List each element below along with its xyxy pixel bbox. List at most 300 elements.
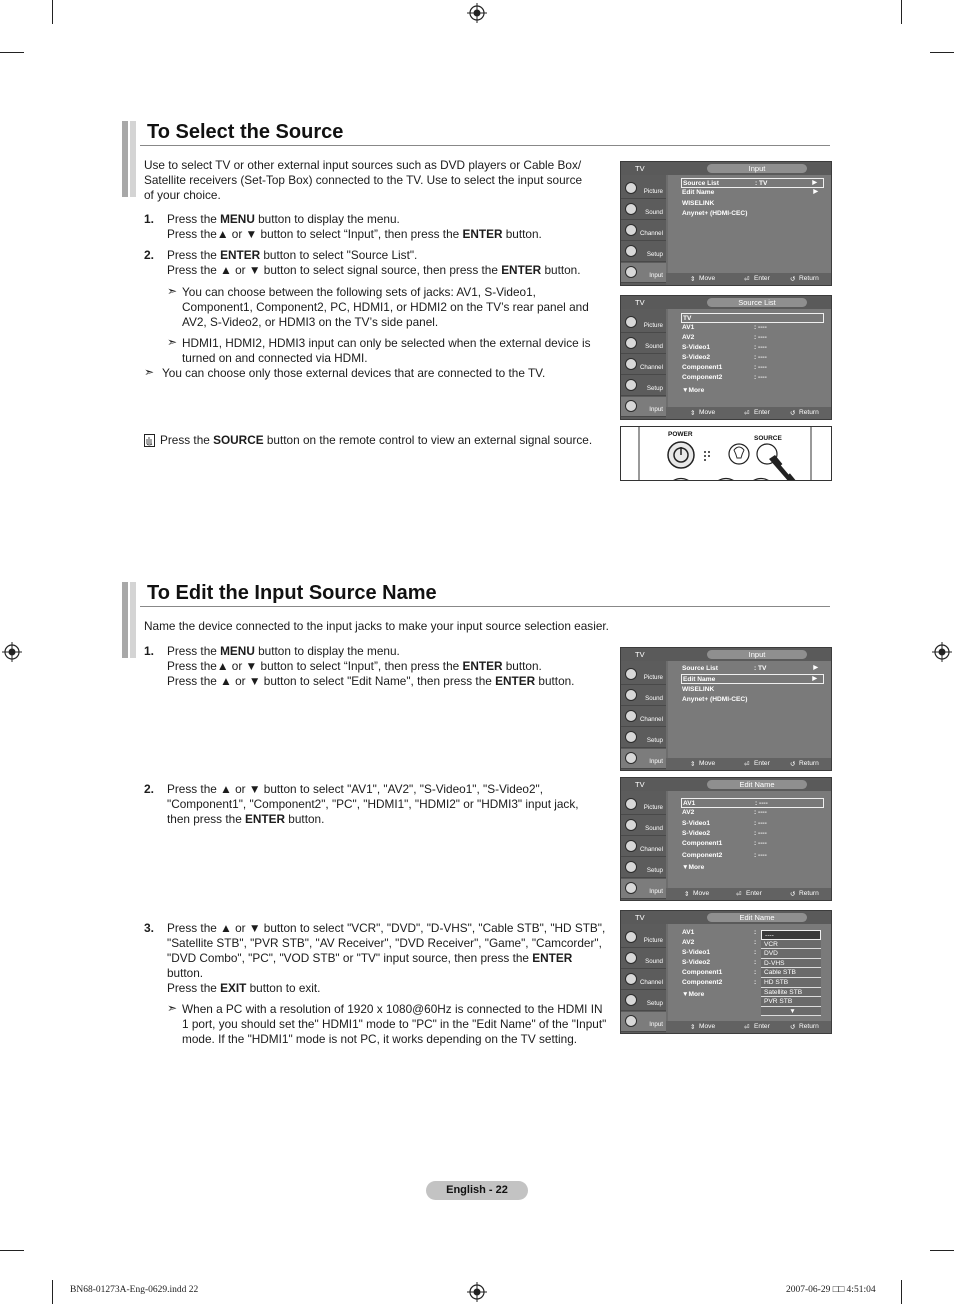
note-arrow-icon: ➣ bbox=[144, 365, 155, 379]
osd-row[interactable] bbox=[681, 819, 821, 829]
osd-footer-enter: Enter bbox=[754, 760, 770, 767]
dropdown-option[interactable]: Satellite STB bbox=[761, 988, 821, 998]
osd-tv-label: TV bbox=[635, 650, 645, 659]
sound-icon bbox=[625, 689, 637, 701]
heading-bar bbox=[130, 582, 136, 658]
osd-sidebar bbox=[621, 791, 666, 900]
keyword: MENU bbox=[220, 212, 255, 226]
section-title: To Select the Source bbox=[147, 121, 344, 143]
osd-row[interactable] bbox=[681, 664, 824, 674]
osd-cat-label: Picture bbox=[643, 937, 663, 944]
osd-cat-label: Picture bbox=[643, 804, 663, 811]
crop-mark bbox=[930, 1250, 954, 1251]
osd-footer-return: Return bbox=[799, 409, 819, 416]
osd-row-key: AV1 bbox=[682, 929, 695, 936]
osd-cat-label: Input bbox=[649, 758, 663, 765]
dropdown-option[interactable]: D-VHS bbox=[761, 959, 821, 969]
dropdown-option[interactable]: DVD bbox=[761, 949, 821, 959]
registration-mark-icon bbox=[2, 642, 22, 662]
osd-cat-label: Channel bbox=[639, 716, 663, 723]
text: Press the ▲ or ▼ button to select "Edit Name", then press the bbox=[167, 674, 496, 688]
sound-icon bbox=[625, 819, 637, 831]
crop-mark bbox=[0, 1250, 24, 1251]
osd-cat-sound[interactable] bbox=[621, 816, 666, 836]
osd-row-key: AV2 bbox=[682, 809, 695, 816]
text: button. bbox=[167, 966, 204, 980]
osd-footer bbox=[666, 1021, 831, 1033]
osd-footer-move: Move bbox=[699, 1023, 716, 1030]
enter-icon: ⏎ bbox=[744, 761, 750, 768]
osd-cat-label: Setup bbox=[646, 1000, 663, 1007]
osd-cat-channel[interactable] bbox=[621, 707, 666, 727]
osd-row-value: : bbox=[754, 979, 757, 986]
text: Press the▲ or ▼ button to select “Input”, then press the bbox=[167, 659, 463, 673]
text: button. bbox=[541, 263, 581, 277]
osd-content bbox=[668, 309, 831, 407]
section-intro: Use to select TV or other external input sources such as DVD players or Cable Box/ Satellite receivers (Set-Top Box) connected to the TV. Use to select the input source of your choice. bbox=[144, 158, 583, 202]
osd-row-key: Component2 bbox=[682, 852, 723, 859]
picture-icon bbox=[625, 316, 637, 328]
dropdown-option[interactable]: HD STB bbox=[761, 978, 821, 988]
crop-mark bbox=[901, 1280, 902, 1304]
osd-source-list bbox=[620, 295, 832, 420]
remote-hand-icon bbox=[144, 434, 155, 447]
registration-mark-icon bbox=[467, 3, 487, 23]
osd-row-key: Anynet+ (HDMI-CEC) bbox=[682, 696, 748, 703]
osd-cat-picture[interactable] bbox=[621, 928, 666, 948]
osd-cat-sound[interactable] bbox=[621, 949, 666, 969]
osd-footer-move: Move bbox=[699, 275, 716, 282]
osd-row-value: : ---- bbox=[754, 830, 767, 837]
osd-row[interactable] bbox=[681, 373, 821, 383]
return-icon: ↺ bbox=[790, 410, 796, 417]
input-icon bbox=[625, 882, 637, 894]
osd-row[interactable] bbox=[681, 685, 821, 695]
osd-row-key: S-Video2 bbox=[682, 354, 711, 361]
channel-icon bbox=[625, 973, 637, 985]
return-icon: ↺ bbox=[790, 891, 796, 898]
osd-cat-channel[interactable] bbox=[621, 837, 666, 857]
osd-row-key: WISELINK bbox=[682, 686, 715, 693]
osd-row-key: S-Video1 bbox=[682, 820, 711, 827]
keyword: ENTER bbox=[245, 812, 286, 826]
picture-icon bbox=[625, 182, 637, 194]
setup-icon bbox=[625, 994, 637, 1006]
return-icon: ↺ bbox=[790, 761, 796, 768]
osd-cat-setup[interactable] bbox=[621, 858, 666, 878]
osd-row-key: Component2 bbox=[682, 979, 723, 986]
osd-row-value: : bbox=[754, 949, 757, 956]
osd-cat-label: Input bbox=[649, 1021, 663, 1028]
keyword: SOURCE bbox=[213, 433, 264, 447]
text: button to exit. bbox=[246, 981, 321, 995]
arrow-right-icon: ▶ bbox=[813, 189, 818, 195]
osd-row[interactable] bbox=[681, 323, 821, 333]
osd-cat-label: Channel bbox=[639, 846, 663, 853]
osd-cat-sound[interactable] bbox=[621, 334, 666, 354]
picture-icon bbox=[625, 798, 637, 810]
osd-row[interactable] bbox=[681, 674, 824, 684]
osd-footer-return: Return bbox=[799, 890, 819, 897]
osd-more[interactable] bbox=[681, 386, 821, 396]
page-number: English - 22 bbox=[426, 1181, 528, 1200]
osd-input-menu bbox=[620, 161, 832, 286]
step-number: 3. bbox=[144, 921, 155, 935]
osd-row-value: : TV bbox=[754, 665, 767, 672]
keyword: ENTER bbox=[495, 674, 536, 688]
text: button. bbox=[502, 227, 542, 241]
osd-tv-label: TV bbox=[635, 298, 645, 307]
keyword: ENTER bbox=[462, 659, 503, 673]
dropdown-scroll-down-icon[interactable]: ▼ bbox=[761, 1007, 821, 1017]
osd-cat-label: Picture bbox=[643, 188, 663, 195]
osd-cat-input[interactable] bbox=[621, 397, 666, 417]
name-options-dropdown[interactable] bbox=[761, 930, 821, 1016]
osd-row-value: : ---- bbox=[754, 344, 767, 351]
osd-cat-setup[interactable] bbox=[621, 242, 666, 262]
text: button to display the menu. bbox=[254, 212, 400, 226]
osd-row-key: Anynet+ (HDMI-CEC) bbox=[682, 210, 748, 217]
osd-row-key: S-Video1 bbox=[682, 949, 711, 956]
osd-row-value: : TV bbox=[755, 180, 768, 187]
osd-cat-channel[interactable] bbox=[621, 355, 666, 375]
osd-row-value: : ---- bbox=[754, 820, 767, 827]
osd-row[interactable] bbox=[681, 363, 821, 373]
registration-mark-icon bbox=[932, 642, 952, 662]
move-icon: ⇕ bbox=[684, 891, 690, 898]
osd-cat-label: Sound bbox=[645, 695, 663, 702]
move-icon: ⇕ bbox=[690, 761, 696, 768]
osd-cat-label: Sound bbox=[645, 825, 663, 832]
osd-menu-title: Input bbox=[707, 164, 807, 173]
osd-cat-setup[interactable] bbox=[621, 991, 666, 1011]
osd-row-value: : bbox=[754, 969, 757, 976]
enter-icon: ⏎ bbox=[744, 410, 750, 417]
osd-cat-channel[interactable] bbox=[621, 221, 666, 241]
return-icon: ↺ bbox=[790, 276, 796, 283]
osd-row-key: S-Video2 bbox=[682, 830, 711, 837]
move-icon: ⇕ bbox=[690, 410, 696, 417]
osd-row[interactable] bbox=[681, 851, 821, 861]
osd-cat-picture[interactable] bbox=[621, 665, 666, 685]
osd-content bbox=[668, 661, 831, 758]
heading-rule bbox=[140, 145, 830, 146]
osd-edit-name bbox=[620, 777, 832, 901]
keyword: ENTER bbox=[532, 951, 573, 965]
osd-row-value: : ---- bbox=[754, 334, 767, 341]
osd-header bbox=[621, 162, 831, 175]
text: button to select "Source List". bbox=[260, 248, 418, 262]
picture-icon bbox=[625, 668, 637, 680]
heading-rule bbox=[140, 606, 830, 607]
osd-row-key: Component2 bbox=[682, 374, 723, 381]
osd-row-key: AV1 bbox=[683, 800, 696, 807]
channel-icon bbox=[625, 840, 637, 852]
osd-cat-label: Picture bbox=[643, 322, 663, 329]
enter-icon: ⏎ bbox=[744, 1024, 750, 1031]
sound-icon bbox=[625, 203, 637, 215]
keyword: ENTER bbox=[501, 263, 542, 277]
osd-cat-picture[interactable] bbox=[621, 313, 666, 333]
osd-row[interactable] bbox=[681, 798, 824, 808]
text: button. bbox=[502, 659, 542, 673]
osd-footer bbox=[666, 888, 831, 900]
osd-more[interactable] bbox=[681, 863, 821, 873]
heading-bar bbox=[122, 121, 128, 197]
crop-mark bbox=[0, 52, 24, 53]
text: Press the bbox=[167, 644, 221, 658]
text: Press the ▲ or ▼ button to select "AV1", "AV2", "S-Video1", "S-Video2", "Component1", "Component2", "PC", "HDMI1", "HDMI2" or "HDMI3" input jack, then press the bbox=[167, 782, 579, 826]
osd-cat-input[interactable] bbox=[621, 263, 666, 283]
osd-footer-move: Move bbox=[699, 409, 716, 416]
osd-row-key: Source List bbox=[683, 180, 719, 187]
osd-cat-picture[interactable] bbox=[621, 795, 666, 815]
osd-footer-move: Move bbox=[699, 760, 716, 767]
osd-footer bbox=[666, 273, 831, 285]
text: button to display the menu. bbox=[254, 644, 400, 658]
text: Press the▲ or ▼ button to select “Input”, then press the bbox=[167, 227, 463, 241]
osd-row[interactable] bbox=[681, 839, 821, 849]
channel-icon bbox=[625, 224, 637, 236]
osd-row[interactable] bbox=[681, 808, 821, 818]
osd-tv-label: TV bbox=[635, 164, 645, 173]
osd-header bbox=[621, 911, 831, 924]
keyword: ENTER bbox=[220, 248, 261, 262]
osd-row-value: : bbox=[754, 929, 757, 936]
osd-tv-label: TV bbox=[635, 780, 645, 789]
osd-header bbox=[621, 648, 831, 661]
osd-cat-label: Setup bbox=[646, 385, 663, 392]
setup-icon bbox=[625, 379, 637, 391]
osd-row-key: S-Video1 bbox=[682, 344, 711, 351]
note-arrow-icon: ➣ bbox=[167, 1001, 178, 1015]
osd-cat-label: Channel bbox=[639, 979, 663, 986]
osd-cat-sound[interactable] bbox=[621, 200, 666, 220]
osd-footer-enter: Enter bbox=[754, 275, 770, 282]
note-text: You can choose only those external devices that are connected to the TV. bbox=[162, 366, 546, 380]
osd-cat-picture[interactable] bbox=[621, 179, 666, 199]
osd-row-value: : ---- bbox=[754, 809, 767, 816]
note-text: When a PC with a resolution of 1920 x 1080@60Hz is connected to the HDMI IN 1 port, you should set the" HDMI1" mode to "PC" in the "Edit Name" of the "Input" mode. If the "HDMI1" mode is not PC, it works depending on the TV setting. bbox=[182, 1002, 607, 1046]
osd-cat-input[interactable] bbox=[621, 1012, 666, 1032]
crop-mark bbox=[52, 0, 53, 24]
return-icon: ↺ bbox=[790, 1024, 796, 1031]
osd-menu-title: Edit Name bbox=[707, 913, 807, 922]
osd-row-key: AV2 bbox=[682, 334, 695, 341]
text: Press the ▲ or ▼ button to select "VCR", "DVD", "D-VHS", "Cable STB", "HD STB", "Satellite STB", "PVR STB", "AV Receiver", "DVD Receiver", "Game", "Camcorder", "DVD Combo", "PC", "VOD STB" or "TV" input source, then press the bbox=[167, 921, 606, 965]
osd-sidebar bbox=[621, 309, 666, 419]
section-intro: Name the device connected to the input jacks to make your input source selection easier. bbox=[144, 619, 609, 633]
osd-row-value: : ---- bbox=[754, 374, 767, 381]
osd-row[interactable] bbox=[681, 829, 821, 839]
osd-row-value: : ---- bbox=[754, 364, 767, 371]
osd-content bbox=[668, 791, 831, 888]
osd-footer bbox=[666, 758, 831, 770]
osd-cat-label: Channel bbox=[639, 230, 663, 237]
note-text: HDMI1, HDMI2, HDMI3 input can only be selected when the external device is turned on and connected via HDMI. bbox=[182, 336, 591, 365]
arrow-right-icon: ▶ bbox=[813, 665, 818, 671]
setup-icon bbox=[625, 861, 637, 873]
osd-footer-move: Move bbox=[693, 890, 710, 897]
osd-cat-setup[interactable] bbox=[621, 376, 666, 396]
text: Press the bbox=[160, 433, 214, 447]
osd-header bbox=[621, 778, 831, 791]
osd-row-value: : ---- bbox=[755, 800, 768, 807]
dropdown-option[interactable]: PVR STB bbox=[761, 997, 821, 1007]
osd-menu-title: Source List bbox=[707, 298, 807, 307]
section-title: To Edit the Input Source Name bbox=[147, 582, 437, 604]
note-arrow-icon: ➣ bbox=[167, 335, 178, 349]
text: button on the remote control to view an external signal source. bbox=[263, 433, 593, 447]
osd-row-key: ▼More bbox=[682, 991, 705, 998]
heading-bar bbox=[130, 121, 136, 197]
move-icon: ⇕ bbox=[690, 1024, 696, 1031]
osd-row-key: S-Video2 bbox=[682, 959, 711, 966]
registration-mark-icon bbox=[467, 1282, 487, 1302]
osd-row-value: : ---- bbox=[754, 354, 767, 361]
osd-cat-sound[interactable] bbox=[621, 686, 666, 706]
osd-row[interactable] bbox=[681, 695, 821, 705]
osd-cat-label: Setup bbox=[646, 737, 663, 744]
setup-icon bbox=[625, 731, 637, 743]
dropdown-option[interactable]: VCR bbox=[761, 940, 821, 950]
enter-icon: ⏎ bbox=[744, 276, 750, 283]
osd-footer-enter: Enter bbox=[754, 409, 770, 416]
osd-row-key: Component1 bbox=[682, 969, 723, 976]
input-icon bbox=[625, 752, 637, 764]
osd-row-key: ▼More bbox=[682, 387, 705, 394]
picture-icon bbox=[625, 931, 637, 943]
osd-row[interactable] bbox=[681, 188, 824, 198]
osd-cat-label: Sound bbox=[645, 343, 663, 350]
crop-mark bbox=[930, 52, 954, 53]
note-arrow-icon: ➣ bbox=[167, 284, 178, 298]
step-text bbox=[167, 921, 607, 996]
osd-footer-enter: Enter bbox=[746, 890, 762, 897]
osd-row-key: Component1 bbox=[682, 364, 723, 371]
osd-cat-label: Setup bbox=[646, 251, 663, 258]
crop-mark bbox=[901, 0, 902, 24]
osd-cat-label: Picture bbox=[643, 674, 663, 681]
input-icon bbox=[625, 400, 637, 412]
osd-cat-label: Setup bbox=[646, 867, 663, 874]
osd-row[interactable] bbox=[681, 353, 821, 363]
step-text bbox=[167, 782, 597, 827]
text: button. bbox=[285, 812, 325, 826]
osd-row-key: Edit Name bbox=[683, 676, 716, 683]
arrow-right-icon: ▶ bbox=[812, 180, 817, 186]
enter-icon: ⏎ bbox=[736, 891, 742, 898]
osd-row[interactable] bbox=[681, 178, 824, 188]
crop-mark bbox=[52, 1280, 53, 1304]
osd-cat-label: Sound bbox=[645, 209, 663, 216]
osd-footer bbox=[666, 407, 831, 419]
osd-row-value: : ---- bbox=[754, 852, 767, 859]
osd-row-key: Component1 bbox=[682, 840, 723, 847]
osd-row-value: : ---- bbox=[754, 840, 767, 847]
channel-icon bbox=[625, 710, 637, 722]
osd-footer-enter: Enter bbox=[754, 1023, 770, 1030]
osd-cat-input[interactable] bbox=[621, 749, 666, 769]
osd-row-key: Edit Name bbox=[682, 189, 715, 196]
print-slug-left: BN68-01273A-Eng-0629.indd 22 bbox=[70, 1285, 199, 1295]
dropdown-option[interactable]: ---- bbox=[761, 930, 821, 940]
step-text bbox=[167, 248, 607, 278]
osd-row[interactable] bbox=[681, 209, 821, 219]
osd-sidebar bbox=[621, 175, 666, 285]
text: Press the bbox=[167, 248, 221, 262]
osd-row[interactable] bbox=[681, 313, 824, 323]
osd-row-value: : bbox=[754, 939, 757, 946]
osd-row[interactable] bbox=[681, 333, 821, 343]
osd-sidebar bbox=[621, 661, 666, 770]
step-text bbox=[167, 644, 607, 689]
dropdown-option[interactable]: Cable STB bbox=[761, 968, 821, 978]
osd-row-key: AV1 bbox=[682, 324, 695, 331]
osd-menu-title: Input bbox=[707, 650, 807, 659]
osd-row-key: TV bbox=[683, 315, 692, 322]
osd-sidebar bbox=[621, 924, 666, 1033]
osd-row-key: ▼More bbox=[682, 864, 705, 871]
input-icon bbox=[625, 266, 637, 278]
remote-control-icon bbox=[621, 427, 832, 481]
osd-cat-setup[interactable] bbox=[621, 728, 666, 748]
osd-row-value: : bbox=[754, 959, 757, 966]
osd-tv-label: TV bbox=[635, 913, 645, 922]
arrow-right-icon: ▶ bbox=[812, 676, 817, 682]
step-text bbox=[167, 212, 607, 242]
osd-footer-return: Return bbox=[799, 760, 819, 767]
osd-header bbox=[621, 296, 831, 309]
text: Press the ▲ or ▼ button to select signal source, then press the bbox=[167, 263, 502, 277]
osd-cat-label: Input bbox=[649, 888, 663, 895]
osd-menu-title: Edit Name bbox=[707, 780, 807, 789]
power-label: POWER bbox=[668, 431, 693, 438]
text: Press the bbox=[167, 212, 221, 226]
sound-icon bbox=[625, 337, 637, 349]
setup-icon bbox=[625, 245, 637, 257]
sound-icon bbox=[625, 952, 637, 964]
osd-cat-input[interactable] bbox=[621, 879, 666, 899]
remote-control-illustration bbox=[620, 426, 832, 481]
osd-edit-name-popup bbox=[620, 910, 832, 1034]
keyword: EXIT bbox=[220, 981, 247, 995]
osd-cat-label: Channel bbox=[639, 364, 663, 371]
osd-footer-return: Return bbox=[799, 275, 819, 282]
osd-row-key: WISELINK bbox=[682, 200, 715, 207]
step-number: 1. bbox=[144, 644, 155, 658]
note-text: You can choose between the following sets of jacks: AV1, S-Video1, Component1, Component2, PC, HDMI1, or HDMI2 on the TV’s rear panel and AV2, S-Video2, or HDMI3 on the TV’s side panel. bbox=[182, 285, 589, 329]
osd-input-menu-edit bbox=[620, 647, 832, 771]
heading-bar bbox=[122, 582, 128, 658]
text: button. bbox=[535, 674, 575, 688]
osd-cat-channel[interactable] bbox=[621, 970, 666, 990]
move-icon: ⇕ bbox=[690, 276, 696, 283]
osd-row-value: : ---- bbox=[754, 324, 767, 331]
print-slug-right: 2007-06-29 □□ 4:51:04 bbox=[786, 1285, 876, 1295]
osd-cat-label: Sound bbox=[645, 958, 663, 965]
osd-cat-label: Input bbox=[649, 406, 663, 413]
osd-content bbox=[668, 175, 831, 273]
osd-footer-return: Return bbox=[799, 1023, 819, 1030]
step-number: 1. bbox=[144, 212, 155, 226]
osd-cat-label: Input bbox=[649, 272, 663, 279]
osd-row[interactable] bbox=[681, 343, 821, 353]
keyword: MENU bbox=[220, 644, 255, 658]
osd-row-key: Source List bbox=[682, 665, 718, 672]
osd-row[interactable] bbox=[681, 199, 821, 209]
keyword: ENTER bbox=[462, 227, 503, 241]
